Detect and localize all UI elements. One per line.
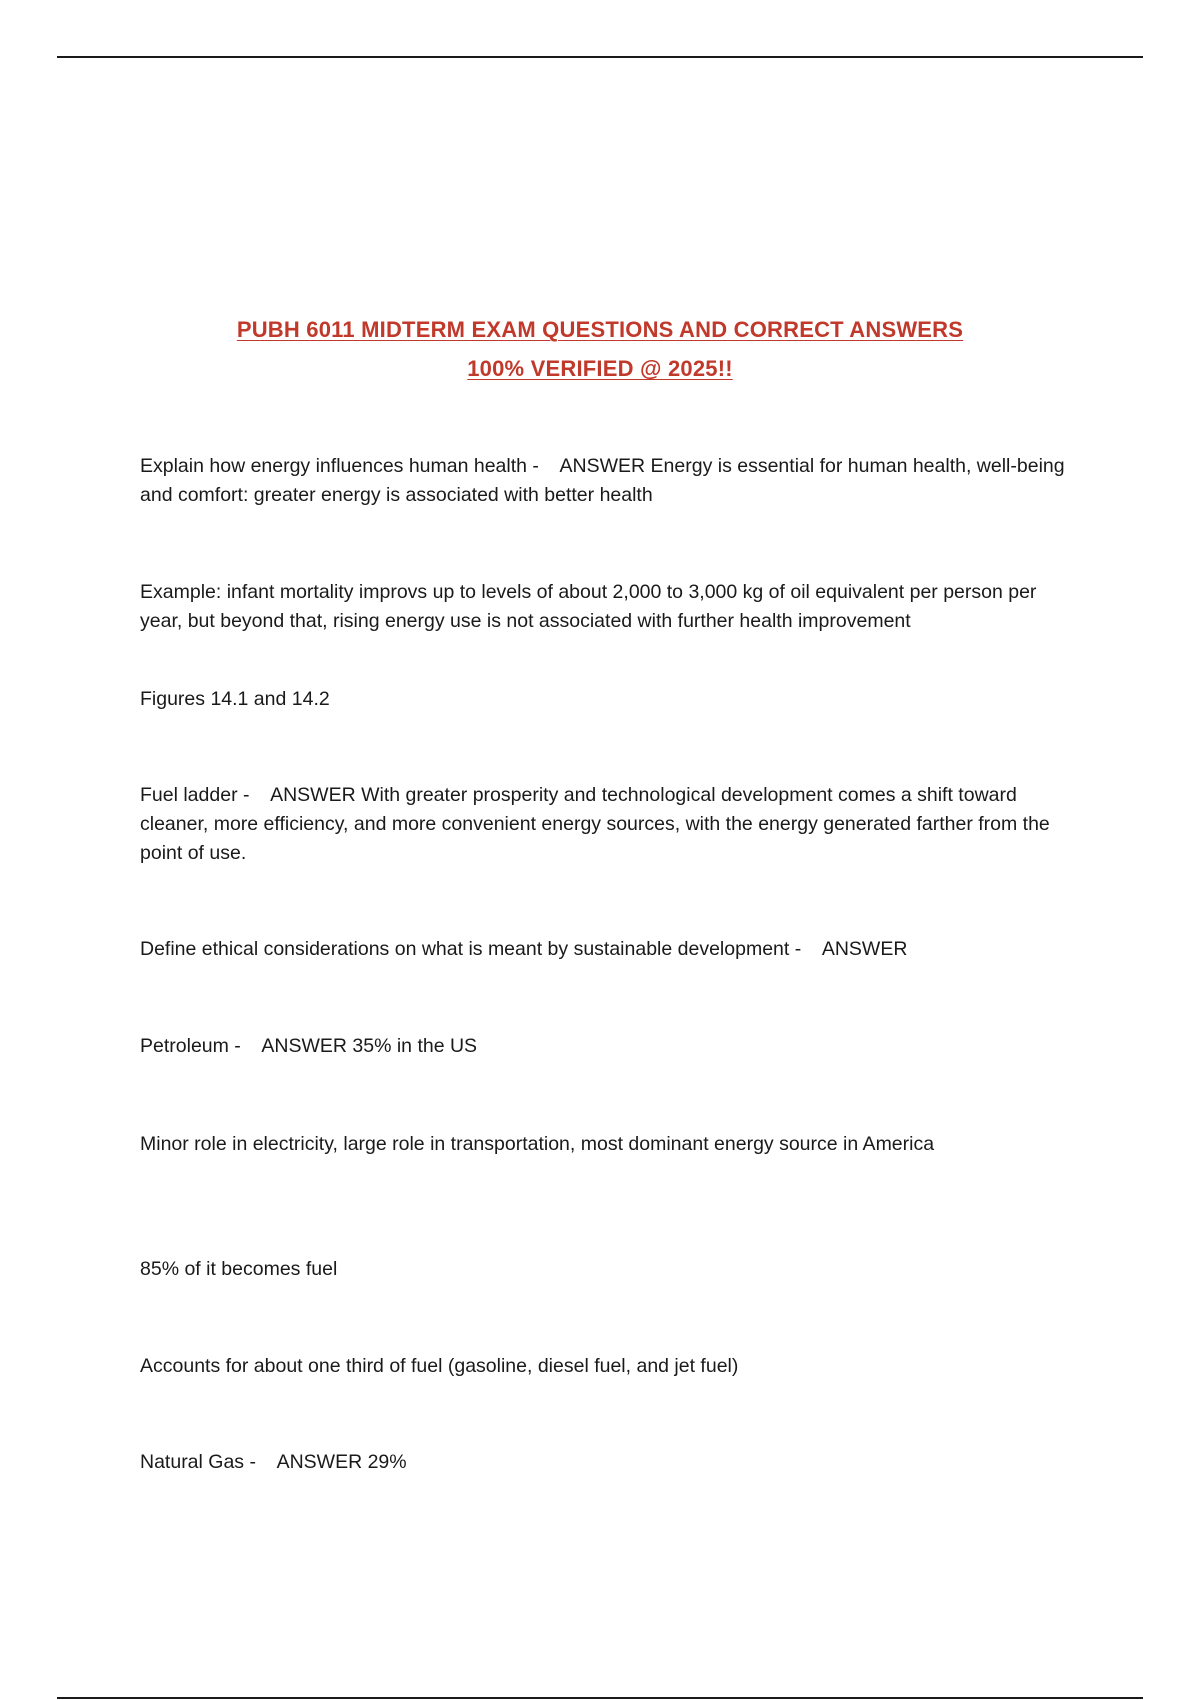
answer-separator: -	[789, 938, 822, 960]
qa-entry-fuel-ladder	[140, 781, 1070, 868]
answer-text: ANSWER 35% in the US	[261, 1035, 478, 1057]
note-fuel-third: Accounts for about one third of fuel (gasoline, diesel fuel, and jet fuel)	[140, 1355, 739, 1377]
answer-separator: -	[237, 784, 271, 806]
question-text: Define ethical considerations on what is meant by sustainable development	[140, 938, 790, 960]
title-line-2: 100% VERIFIED @ 2025!!	[467, 356, 733, 381]
question-text: Fuel ladder	[140, 784, 238, 806]
note-infant-mortality: Example: infant mortality improvs up to levels of about 2,000 to 3,000 kg of oil equivalent per person per year, but beyond that, rising energy use is not associated with further health improvement	[140, 581, 1037, 632]
bottom-rule	[57, 1697, 1143, 1699]
title-line-1: PUBH 6011 MIDTERM EXAM QUESTIONS AND CORRECT ANSWERS	[236, 317, 964, 342]
note-fuel-share: 85% of it becomes fuel	[140, 1258, 338, 1280]
question-text: Explain how energy influences human health	[140, 455, 528, 477]
qa-entry-energy-health	[140, 452, 1070, 510]
note-figures: Figures 14.1 and 14.2	[140, 688, 330, 710]
answer-separator: -	[527, 455, 560, 477]
answer-text: ANSWER	[821, 938, 908, 960]
answer-text: ANSWER 29%	[276, 1451, 407, 1473]
answer-separator: -	[228, 1035, 262, 1057]
top-rule	[57, 56, 1143, 58]
question-text: Petroleum	[140, 1035, 229, 1057]
question-text: Natural Gas	[140, 1451, 245, 1473]
document-title	[0, 310, 1200, 388]
answer-text: ANSWER With greater prosperity and technological development comes a shift toward cleaner, more efficiency, and more convenient energy sources, with the energy generated farther from the point of use.	[140, 784, 1050, 864]
qa-entry-sustainable-development	[140, 935, 1070, 964]
answer-text: ANSWER Energy is essential for human health, well-being and comfort: greater energy is associated with better health	[140, 455, 1065, 506]
answer-separator: -	[244, 1451, 277, 1473]
note-petroleum-role: Minor role in electricity, large role in transportation, most dominant energy source in America	[140, 1133, 935, 1155]
qa-entry-petroleum	[140, 1032, 1070, 1061]
qa-entry-natural-gas	[140, 1448, 1070, 1477]
